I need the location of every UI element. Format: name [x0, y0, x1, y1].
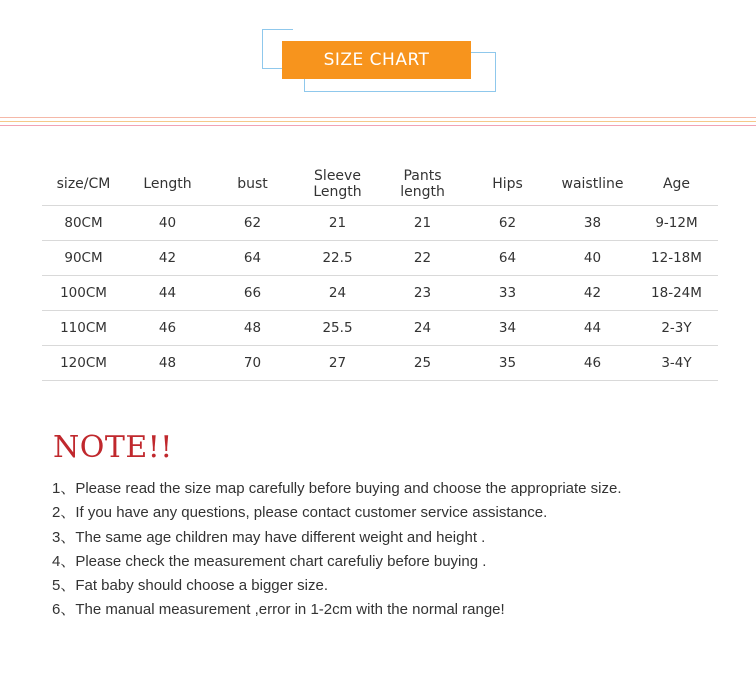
size-table: [42, 162, 718, 381]
column-header: Sleeve Length: [313, 167, 362, 200]
table-cell: 22: [413, 250, 432, 266]
column-header: Hips: [492, 175, 523, 192]
note-item: 1、Please read the size map carefully before buying and choose the appropriate size.: [52, 480, 622, 497]
table-cell: 21: [413, 215, 432, 231]
note-item: 6、The manual measurement ,error in 1-2cm with the normal range!: [52, 601, 505, 619]
table-cell: 12-18M: [651, 250, 702, 266]
table-cell: 48: [158, 355, 177, 371]
table-cell: 21: [328, 215, 347, 231]
table-row: [42, 276, 718, 311]
banner: [0, 0, 756, 130]
table-header-row: [42, 162, 718, 206]
table-cell: 34: [498, 320, 517, 336]
table-cell: 46: [158, 320, 177, 336]
table-cell: 24: [328, 285, 347, 301]
note-item: 2、If you have any questions, please contact customer service assistance.: [52, 504, 548, 522]
table-cell: 44: [583, 320, 602, 336]
table-cell: 46: [583, 355, 602, 371]
column-header: Pants length: [400, 167, 445, 200]
table-cell: 100CM: [60, 285, 107, 301]
table-cell: 70: [243, 355, 262, 371]
table-cell: 25.5: [322, 320, 353, 336]
column-header: size/CM: [56, 175, 111, 192]
size-chart-title: SIZE CHART: [282, 41, 471, 79]
column-header: Age: [662, 175, 691, 192]
table-cell: 40: [583, 250, 602, 266]
table-cell: 48: [243, 320, 262, 336]
table-cell: 120CM: [60, 355, 107, 371]
note-heading: NOTE!!: [53, 430, 173, 465]
table-cell: 35: [498, 355, 517, 371]
table-cell: 2-3Y: [661, 320, 692, 336]
table-cell: 38: [583, 215, 602, 231]
table-row: [42, 311, 718, 346]
table-cell: 33: [498, 285, 517, 301]
table-cell: 25: [413, 355, 432, 371]
table-cell: 22.5: [322, 250, 353, 266]
note-item: 3、The same age children may have different weight and height .: [52, 528, 486, 546]
table-cell: 3-4Y: [661, 355, 692, 371]
table-cell: 24: [413, 320, 432, 336]
table-row: [42, 346, 718, 381]
table-cell: 40: [158, 215, 177, 231]
table-row: [42, 241, 718, 276]
table-row: [42, 206, 718, 241]
column-header: bust: [237, 175, 268, 192]
table-cell: 110CM: [60, 320, 107, 336]
table-cell: 44: [158, 285, 177, 301]
table-cell: 90CM: [64, 250, 103, 266]
note-item: 4、Please check the measurement chart carefuliy before buying .: [52, 552, 487, 570]
table-cell: 66: [243, 285, 262, 301]
table-cell: 9-12M: [655, 215, 698, 231]
table-cell: 64: [243, 250, 262, 266]
table-cell: 62: [243, 215, 262, 231]
table-cell: 27: [328, 355, 347, 371]
divider-stripe: [0, 117, 756, 118]
table-cell: 23: [413, 285, 432, 301]
note-item: 5、Fat baby should choose a bigger size.: [52, 577, 328, 595]
table-cell: 64: [498, 250, 517, 266]
table-cell: 42: [158, 250, 177, 266]
table-cell: 18-24M: [651, 285, 702, 301]
column-header: Length: [143, 175, 192, 192]
column-header: waistline: [561, 175, 624, 192]
divider-stripe: [0, 125, 756, 126]
table-cell: 42: [583, 285, 602, 301]
table-cell: 80CM: [64, 215, 103, 231]
notes-list: [52, 480, 622, 626]
divider-stripe: [0, 121, 756, 122]
table-cell: 62: [498, 215, 517, 231]
